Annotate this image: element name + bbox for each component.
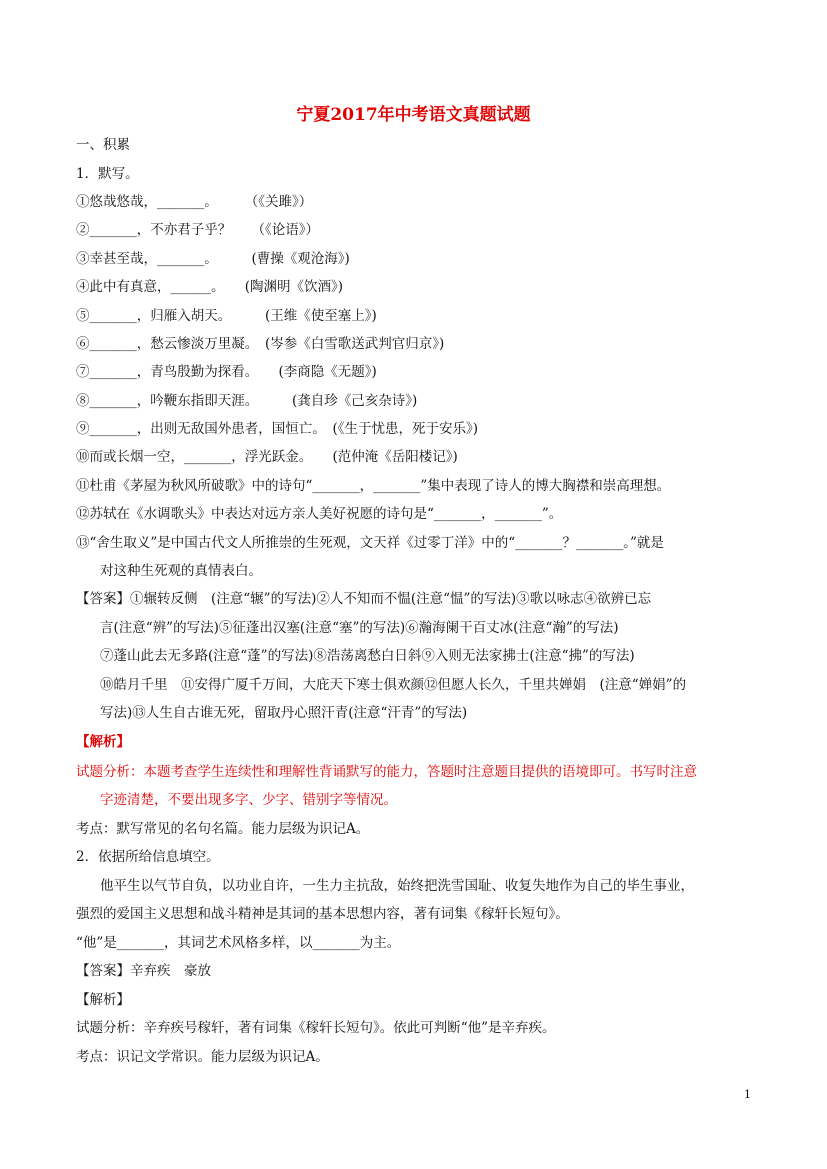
text-line: 强烈的爱国主义思想和战斗精神是其词的基本思想内容，著有词集《稼轩长短句》。: [76, 906, 569, 922]
text-line: 考点：默写常见的名句名篇。能力层级为识记A。: [76, 821, 370, 837]
text-line: ⑥_______，愁云惨淡万里凝。 (岑参《白雪歌送武判官归京》): [76, 336, 445, 352]
analysis-line: 试题分析：本题考查学生连续性和理解性背诵默写的能力，答题时注意题目提供的语境即可。书写时注意: [76, 764, 697, 780]
text-line: ⑪杜甫《茅屋为秋风所破歌》中的诗句“_______，_______”集中表现了诗人的博大胸襟和崇高理想。: [76, 478, 671, 494]
text-line: ⑬“舍生取义”是中国古代文人所推崇的生死观，文天祥《过零丁洋》中的“_______？_______。”就是: [76, 535, 664, 551]
answer-line: 言(注意“辨”的写法)⑤征蓬出汉塞(注意“塞”的写法)⑥瀚海阑干百丈冰(注意“瀚”的写法): [100, 620, 619, 636]
analysis-line: 字迹清楚，不要出现多字、少字、错别字等情况。: [100, 792, 397, 808]
answer-line: 【答案】①辗转反侧 (注意“辗”的写法)②人不知而不愠(注意“愠”的写法)③歌以咏志④欲辨已忘: [76, 591, 652, 607]
text-line: 他平生以气节自负，以功业自许，一生力主抗敌，始终把洗雪国耻、收复失地作为自己的毕生事业，: [100, 878, 694, 894]
text-line: “他”是_______，其词艺术风格多样，以_______为主。: [76, 935, 401, 951]
answer-line: 【答案】辛弃疾 豪放: [76, 963, 211, 979]
analysis-heading: 【解析】: [76, 992, 130, 1008]
text-line: ⑦_______，青鸟殷勤为探看。 (李商隐《无题》): [76, 364, 377, 380]
answer-line: 写法)⑬人生自古谁无死，留取丹心照汗青(注意“汗青”的写法): [100, 705, 468, 721]
answer-line: ⑩皓月千里 ⑪安得广厦千万间，大庇天下寒士俱欢颜⑫但愿人长久，千里共婵娟 (注意“婵娟”的: [100, 677, 687, 693]
text-line: ⑨_______，出则无敌国外患者，国恒亡。 (《生于忧患，死于安乐》): [76, 421, 479, 437]
text-line: ⑧_______，吟鞭东指即天涯。 (龚自珍《己亥杂诗》): [76, 393, 418, 409]
text-line: ③幸甚至哉，_______。 (曹操《观沧海》): [76, 251, 350, 267]
text-line: 考点：识记文学常识。能力层级为识记A。: [76, 1049, 329, 1065]
text-line: 1．默写。: [76, 166, 139, 182]
answer-line: ⑦蓬山此去无多路(注意“蓬”的写法)⑧浩荡离愁白日斜⑨入则无法家拂士(注意“拂”的写法): [100, 648, 635, 664]
text-line: ⑤_______，归雁入胡天。 (王维《使至塞上》): [76, 308, 377, 324]
document-title: 宁夏2017年中考语文真题试题: [296, 105, 531, 125]
text-line: ④此中有真意，______。 (陶渊明《饮酒》): [76, 279, 344, 295]
page-number: 1: [744, 1088, 751, 1101]
analysis-line: 试题分析：辛弃疾号稼轩，著有词集《稼轩长短句》。依此可判断“他”是辛弃疾。: [76, 1020, 556, 1036]
text-line: ⑫苏轼在《水调歌头》中表达对远方亲人美好祝愿的诗句是“_______，_______”。: [76, 506, 563, 522]
text-line: ②_______，不亦君子乎？ （《论语》）: [76, 222, 319, 238]
text-line: 一、积累: [76, 137, 130, 153]
text-line: ⑩而或长烟一空，_______，浮光跃金。 (范仲淹《岳阳楼记》): [76, 449, 458, 465]
analysis-heading: 【解析】: [76, 734, 130, 750]
text-line: ①悠哉悠哉，_______。 （《关雎》）: [76, 194, 313, 210]
text-line: 2．依据所给信息填空。: [76, 849, 220, 865]
text-line: 对这种生死观的真情表白。: [100, 563, 262, 579]
